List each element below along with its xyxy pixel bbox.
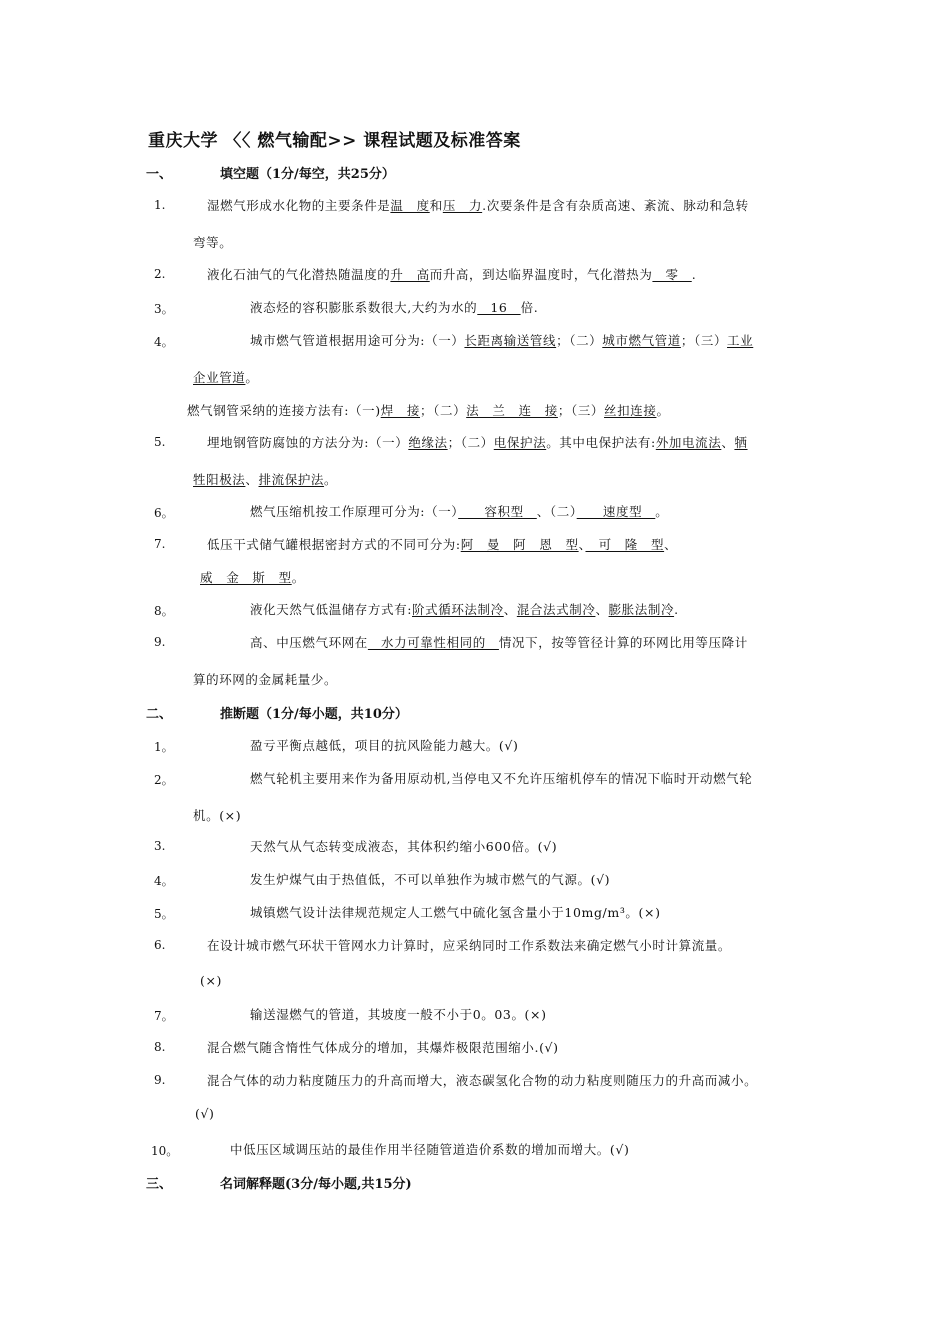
q9-answer-1: 水力可靠性相同的 [367, 635, 499, 650]
q4b-answer-2: 法 兰 连 接 [466, 403, 558, 418]
q7-number: 7. [154, 537, 166, 551]
j9-number: 9. [154, 1073, 166, 1087]
q2-number: 2. [154, 267, 166, 281]
q4-answer-3-part2: 企业管道 [193, 370, 246, 385]
q1-text: 湿燃气形成水化物的主要条件是温 度和压 力.次要条件是含有杂质高速、紊流、脉动和急转 [207, 198, 749, 213]
q5-text: 埋地钢管防腐蚀的方法分为:（一）绝缘法；（二）电保护法。其中电保护法有:外加电流法、牺 [207, 435, 748, 450]
q9-continuation: 算的环网的金属耗量少。 [193, 672, 338, 687]
q6-answer-2: 速度型 [576, 504, 656, 519]
q7-answer-2: 可 隆 型 [585, 537, 665, 552]
j7-number: 7。 [154, 1009, 174, 1023]
j1-text: 盈亏平衡点越低，项目的抗风险能力越大。(√) [250, 738, 519, 753]
page-title: 重庆大学 〈〈 燃气输配>> 课程试题及标准答案 [148, 131, 521, 151]
q5-answer-1: 绝缘法 [408, 435, 448, 450]
section-1-heading: 填空题（1分/每空，共25分） [220, 167, 395, 182]
q7-text: 低压干式储气罐根据密封方式的不同可分为:阿 曼 阿 恩 型、 可 隆 型、 [207, 537, 678, 552]
j6-continuation: (×) [200, 973, 223, 988]
q5-number: 5. [154, 435, 166, 449]
j5-number: 5。 [154, 907, 174, 921]
q9-number: 9. [154, 635, 166, 649]
q7-answer-3: 威 金 斯 型 [200, 570, 292, 585]
q5-continuation: 牲阳极法、排流保护法。 [193, 472, 338, 487]
q4b-text: 燃气钢管采纳的连接方法有:（一)焊 接；（二）法 兰 连 接；（三）丝扣连接。 [187, 403, 670, 418]
q8-answer-1: 阶式循环法制冷 [412, 602, 504, 617]
section-2-heading: 推断题（1分/每小题，共10分） [220, 707, 408, 722]
section-3-heading: 名词解释题(3分/每小题,共15分) [220, 1177, 412, 1192]
j4-text: 发生炉煤气由于热值低，不可以单独作为城市燃气的气源。(√) [250, 872, 611, 887]
j1-number: 1。 [154, 740, 174, 754]
q8-number: 8。 [154, 604, 174, 618]
q4-number: 4。 [154, 335, 174, 349]
q1-answer-2: 压 力 [442, 198, 483, 213]
j10-number: 10。 [151, 1144, 179, 1158]
j2-text: 燃气轮机主要用来作为备用原动机,当停电又不允许压缩机停车的情况下临时开动燃气轮 [250, 771, 753, 786]
j3-number: 3. [154, 839, 166, 853]
j10-text: 中低压区域调压站的最佳作用半径随管道造价系数的增加而增大。(√) [230, 1142, 630, 1157]
q9-text: 高、中压燃气环网在 水力可靠性相同的 情况下，按等管径计算的环网比用等压降计 [250, 635, 748, 650]
q1-number: 1. [154, 198, 166, 212]
q4b-answer-3: 丝扣连接 [604, 403, 657, 418]
q6-answer-1: 容积型 [458, 504, 537, 519]
j2-continuation: 机。(×) [193, 808, 242, 823]
q2-answer-2: 零 [652, 267, 692, 282]
j5-text: 城镇燃气设计法律规范规定人工燃气中硫化氢含量小于10mg/m³。(×) [250, 905, 661, 920]
j2-number: 2。 [154, 773, 174, 787]
q5-answer-3: 外加电流法 [655, 435, 722, 450]
q3-answer-1: 16 [477, 300, 521, 315]
q6-text: 燃气压缩机按工作原理可分为:（一） 容积型 、（二） 速度型 。 [250, 504, 669, 519]
j8-number: 8. [154, 1040, 166, 1054]
q2-answer-1: 升 高 [390, 267, 430, 282]
j9-text: 混合气体的动力粘度随压力的升高而增大，液态碳氢化合物的动力粘度则随压力的升高而减小。 [207, 1073, 758, 1088]
q8-text: 液化天然气低温储存方式有:阶式循环法制冷、混合法式制冷、膨胀法制冷. [250, 602, 679, 617]
q4-answer-1: 长距离输送管线 [464, 333, 557, 348]
q4-continuation: 企业管道。 [193, 370, 259, 385]
j7-text: 输送湿燃气的管道，其坡度一般不小于0。03。(×) [250, 1007, 547, 1022]
q4b-answer-1: 焊 接 [380, 403, 421, 418]
q8-answer-2: 混合法式制冷 [516, 602, 596, 617]
section-1-number: 一、 [146, 167, 173, 182]
q5-answer-4-part1: 牺 [734, 435, 748, 450]
q7-continuation: 威 金 斯 型。 [200, 570, 305, 585]
q5-answer-2: 电保护法 [493, 435, 547, 450]
q5-answer-5: 排流保护法 [258, 472, 325, 487]
q1-answer-1: 温 度 [390, 198, 430, 213]
q4-answer-3-part1: 工业 [727, 333, 754, 348]
q3-number: 3。 [154, 302, 174, 316]
q2-text: 液化石油气的气化潜热随温度的升 高而升高，到达临界温度时，气化潜热为 零 . [207, 267, 697, 282]
j6-number: 6. [154, 938, 166, 952]
q8-answer-3: 膨胀法制冷 [608, 602, 675, 617]
section-2-number: 二、 [146, 707, 173, 722]
j6-text: 在设计城市燃气环状干管网水力计算时，应采纳同时工作系数法来确定燃气小时计算流量。 [207, 938, 732, 953]
j9-continuation: (√) [195, 1106, 215, 1121]
q1-continuation: 弯等。 [193, 235, 233, 250]
q3-text: 液态烃的容积膨胀系数很大,大约为水的 16 倍. [250, 300, 539, 315]
q4-text: 城市燃气管道根据用途可分为:（一）长距离输送管线；（二）城市燃气管道；（三）工业 [250, 333, 754, 348]
section-3-number: 三、 [146, 1177, 173, 1192]
q4-answer-2: 城市燃气管道 [602, 333, 681, 348]
q5-answer-4-part2: 牲阳极法 [193, 472, 246, 487]
j3-text: 天然气从气态转变成液态，其体积约缩小600倍。(√) [250, 839, 558, 854]
q6-number: 6。 [154, 506, 174, 520]
j8-text: 混合燃气随含惰性气体成分的增加，其爆炸极限范围缩小.(√) [207, 1040, 559, 1055]
q7-answer-1: 阿 曼 阿 恩 型 [460, 537, 579, 552]
j4-number: 4。 [154, 874, 174, 888]
